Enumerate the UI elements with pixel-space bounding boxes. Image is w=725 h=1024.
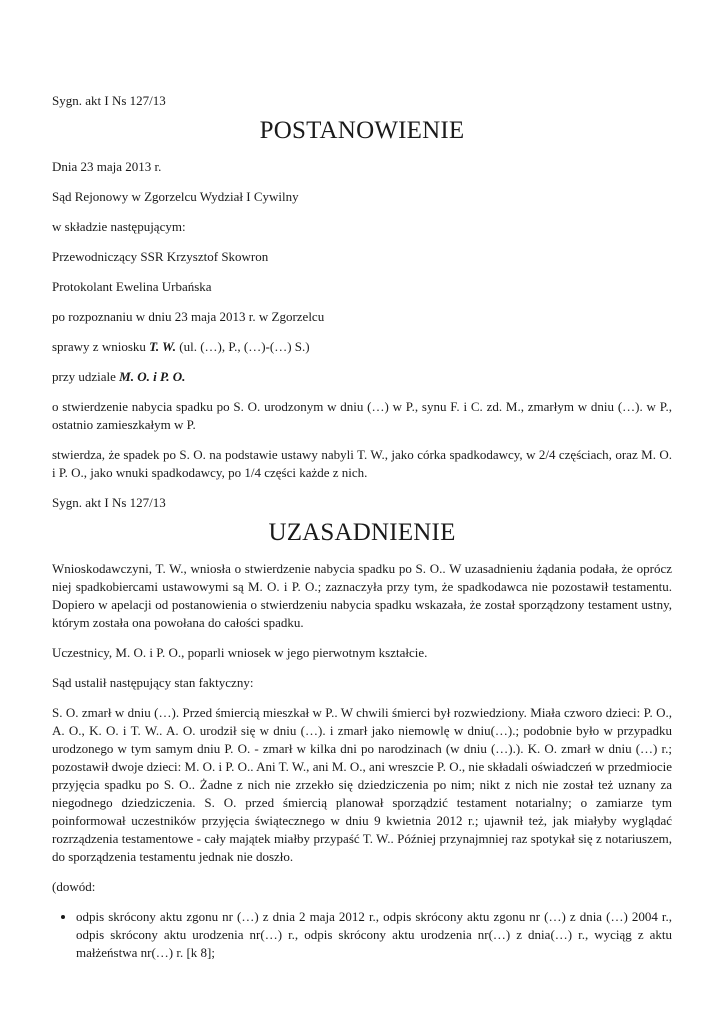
document-content xyxy=(52,92,672,962)
decision-date: Dnia 23 maja 2013 r. xyxy=(52,159,162,174)
case-subject: o stwierdzenie nabycia spadku po S. O. urodzonym w dniu (…) w P., synu F. i C. zd. M., zmarłym w dniu (…). w P., ostatnio zamieszkałym w P. xyxy=(52,399,672,432)
uzasadnienie-section xyxy=(52,494,672,962)
court-clerk: Protokolant Ewelina Urbańska xyxy=(52,279,212,294)
participation xyxy=(52,368,672,386)
case-suffix: (ul. (…), P., (…)-(…) S.) xyxy=(176,339,310,354)
postanowienie-title: POSTANOWIENIE xyxy=(259,117,465,144)
court-name: Sąd Rejonowy w Zgorzelcu Wydział I Cywilny xyxy=(52,189,299,204)
participation-names: M. O. i P. O. xyxy=(119,369,186,384)
uzasadnienie-title: UZASADNIENIE xyxy=(268,519,456,546)
composition-label: w składzie następującym: xyxy=(52,219,186,234)
evidence-list xyxy=(52,908,672,962)
case-signature: Sygn. akt I Ns 127/13 xyxy=(52,93,166,108)
evidence-item: • odpis skrócony aktu zgonu nr (…) z dnia 2 maja 2012 r., odpis skrócony aktu zgonu nr (…) z dnia (…) 2004 r., odpis skrócony aktu urodzenia nr(…) r., odpis skrócony aktu urodzenia nr(…) z dnia(…) r., wyciąg z aktu małżeństwa nr(…) r. [k 8]; xyxy=(76,908,672,962)
justification-paragraph-3: Sąd ustalił następujący stan faktyczny: xyxy=(52,675,254,690)
postanowienie-section xyxy=(52,92,672,482)
justification-paragraph-2: Uczestnicy, M. O. i P. O., poparli wniosek w jego pierwotnym kształcie. xyxy=(52,645,428,660)
ruling-text: stwierdza, że spadek po S. O. na podstawie ustawy nabyli T. W., jako córka spadkodawcy, w 2/4 częściach, oraz M. O. i P. O., jako wnuki spadkodawcy, po 1/4 części każde z nich. xyxy=(52,447,672,480)
participation-prefix: przy udziale xyxy=(52,369,120,384)
case-prefix: sprawy z wniosku xyxy=(52,339,150,354)
justification-paragraph-1: Wnioskodawczyni, T. W., wniosła o stwierdzenie nabycia spadku po S. O.. W uzasadnieniu żądania podała, że oprócz niej spadkobiercami ustawowymi są M. O. i P. O.; zaznaczyła przy tym, że spadkodawca nie pozostawił testamentu. Dopiero w apelacji od postanowienia o stwierdzeniu nabycia spadku wskazała, że został sporządzony testament ustny, którym została ona powołana do całości spadku. xyxy=(52,561,672,630)
justification-paragraph-4: S. O. zmarł w dniu (…). Przed śmiercią mieszkał w P.. W chwili śmierci był rozwiedziony. Miała czworo dzieci: P. O., A. O., K. O. i T. W.. A. O. urodził się w dniu (…). i zmarł jako niemowlę w dniu(…).; podobnie było w przypadku urodzonego w tym samym dniu P. O. - zmarł w kilka dni po narodzinach (w dniu (…).). K. O. zmarł w dniu (…) r.; pozostawił dwoje dzieci: M. O. i P. O.. Ani T. W., ani M. O., ani wreszcie P. O., nie składali oświadczeń w przedmiocie przyjęcia spadku po S. O.. Żadne z nich nie zrzekło się dziedziczenia po nim; nikt z nich nie został też uznany za niegodnego dziedziczenia. S. O. przed śmiercią planował sporządzić testament notarialny; o zamiarze tym poinformował uczestników przyjęcia świątecznego w dniu 9 kwietnia 2012 r.; ujawnił też, jak miałyby wyglądać rozrządzenia testamentowe - cały majątek miałby przypaść T. W.. Później przynajmniej raz spotykał się z notariuszem, do sporządzenia testamentu jednak nie doszło. xyxy=(52,705,672,864)
evidence-label: (dowód: xyxy=(52,879,96,894)
case-application xyxy=(52,338,672,356)
case-signature: Sygn. akt I Ns 127/13 xyxy=(52,495,166,510)
presiding-judge: Przewodniczący SSR Krzysztof Skowron xyxy=(52,249,269,264)
hearing-info: po rozpoznaniu w dniu 23 maja 2013 r. w Zgorzelcu xyxy=(52,309,325,324)
case-applicant: T. W. xyxy=(149,339,176,354)
